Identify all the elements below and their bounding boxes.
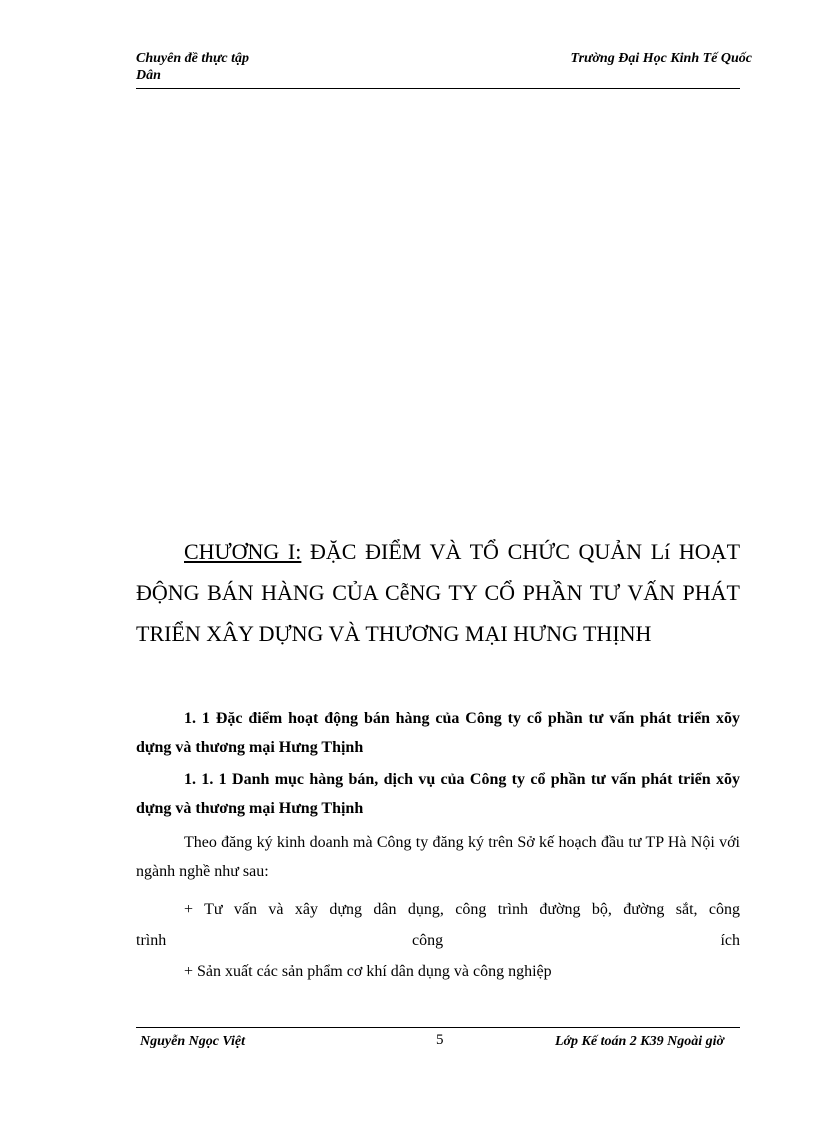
header-left <box>136 50 249 84</box>
body-paragraph-1 <box>136 828 740 886</box>
body-paragraph-2-text: + Tư vấn và xây dựng dân dụng, công trình đường bộ, đường sắt, công <box>184 901 740 918</box>
body-paragraph-3 <box>136 957 740 986</box>
chapter-label: CHƯƠNG I: <box>184 539 302 564</box>
header-university: Trường Đại Học Kinh Tế Quốc <box>570 51 752 66</box>
section-heading-1-1 <box>136 704 740 762</box>
p2-word-1: trình <box>136 932 167 949</box>
p2-word-3: ích <box>720 932 740 949</box>
footer-class: Lớp Kế toán 2 K39 Ngoài giờ <box>554 1034 724 1049</box>
page-header <box>136 48 752 89</box>
footer-author: Nguyễn Ngọc Việt <box>140 1034 245 1049</box>
body-paragraph-2 <box>136 895 740 924</box>
header-doc-type-cont: Dân <box>136 68 161 83</box>
section-1-1-text: 1. 1 Đặc điểm hoạt động bán hàng của Công ty cổ phần tư vấn phát triển xõy dựng và thương mại Hưng Thịnh <box>136 710 740 756</box>
header-doc-type: Chuyên đề thực tập <box>136 51 250 66</box>
chapter-title: ĐẶC ĐIỂM VÀ TỔ CHỨC QUẢN Lí HOẠT ĐỘNG BÁN HÀNG CỦA CễNG TY CỔ PHẦN TƯ VẤN PHÁT TRIỂN XÂY DỰNG VÀ THƯƠNG MẠI HƯNG THỊNH <box>136 539 741 646</box>
page-footer <box>136 1027 740 1058</box>
chapter-heading <box>136 531 740 654</box>
section-1-1-1-text: 1. 1. 1 Danh mục hàng bán, dịch vụ của Công ty cổ phần tư vấn phát triển xõy dựng và thương mại Hưng Thịnh <box>136 771 740 817</box>
body-paragraph-3-text: + Sản xuất các sản phẩm cơ khí dân dụng và công nghiệp <box>184 963 552 980</box>
p2-word-2: công <box>412 932 444 949</box>
section-heading-1-1-1 <box>136 765 740 823</box>
page-number: 5 <box>436 1032 444 1048</box>
body-paragraph-1-text: Theo đăng ký kinh doanh mà Công ty đăng ký trên Sở kế hoạch đầu tư TP Hà Nội với ngành nghề như sau: <box>136 834 740 880</box>
